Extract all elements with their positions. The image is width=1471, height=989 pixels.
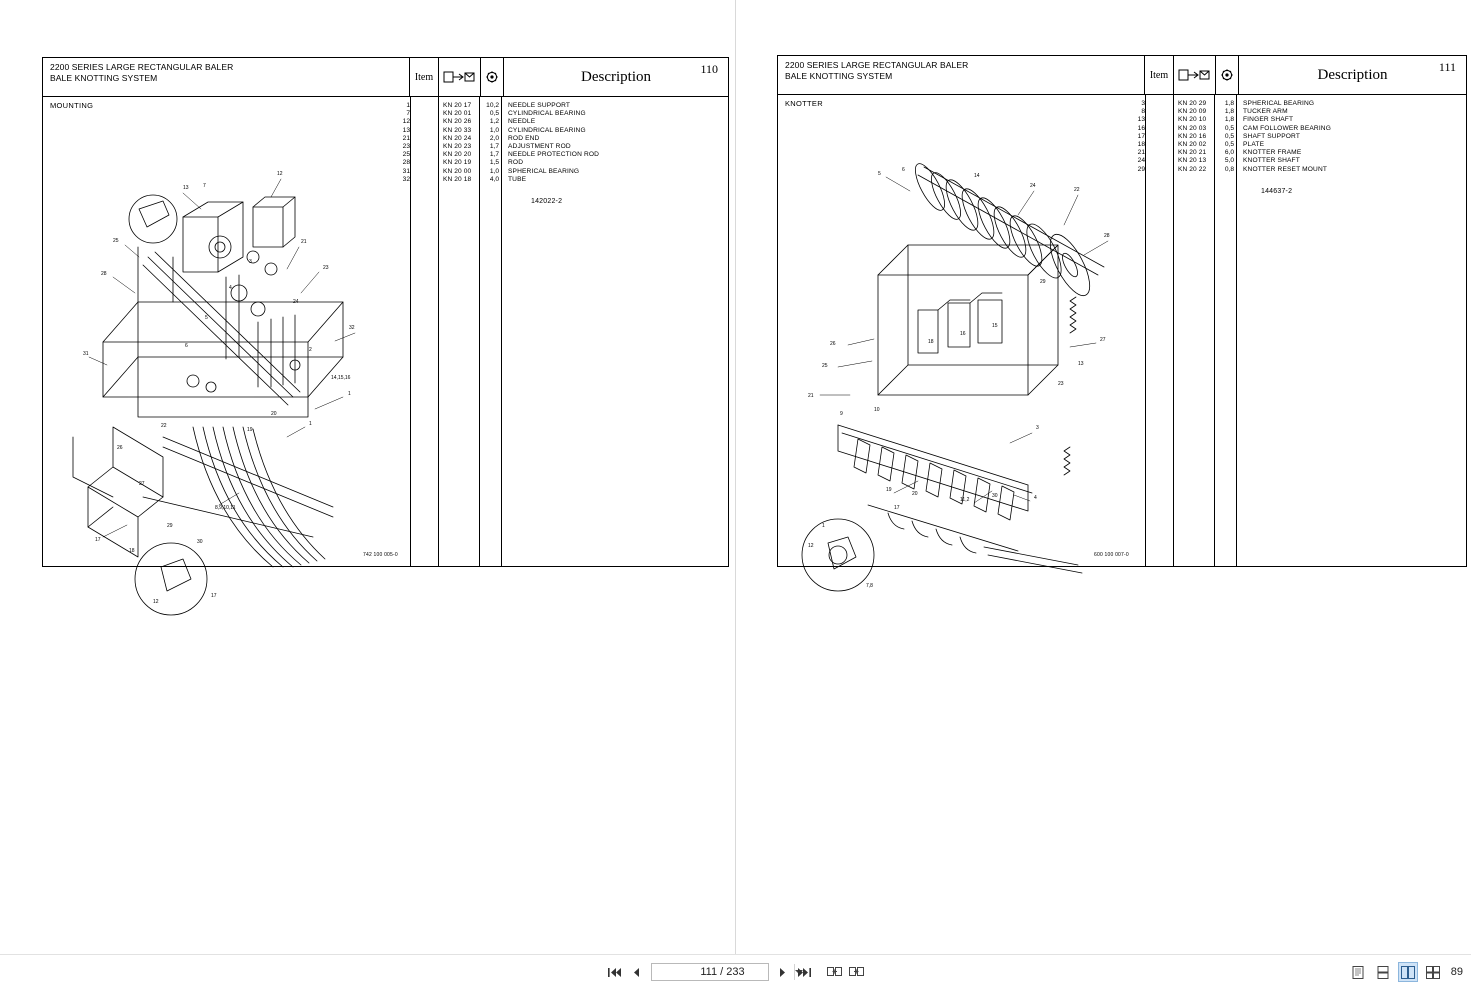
- column-header-item: Item: [1145, 56, 1174, 94]
- svg-text:3: 3: [249, 259, 252, 265]
- cell-code: KN 20 19: [443, 159, 472, 167]
- svg-text:7: 7: [203, 183, 206, 189]
- svg-text:25: 25: [822, 363, 828, 369]
- column-header-item: Item: [410, 58, 439, 96]
- cell-desc: SPHERICAL BEARING: [508, 167, 580, 175]
- pagination-controls: [607, 963, 865, 981]
- svg-text:20: 20: [271, 411, 277, 417]
- svg-text:17: 17: [95, 537, 101, 543]
- svg-text:10: 10: [874, 407, 880, 413]
- cell-qty: 10,2: [486, 102, 499, 109]
- table-row: [778, 141, 1466, 149]
- catalog-header: [43, 58, 728, 97]
- cell-code: KN 20 01: [443, 110, 472, 118]
- table-row: [43, 176, 728, 184]
- table-row: [43, 168, 728, 176]
- svg-text:19: 19: [886, 487, 892, 493]
- cell-item: 7: [406, 110, 410, 118]
- cell-desc: TUBE: [508, 175, 527, 183]
- svg-text:15: 15: [992, 323, 998, 329]
- cell-qty: 0,5: [489, 110, 499, 118]
- cell-desc: NEEDLE PROTECTION ROD: [508, 151, 600, 159]
- cell-qty: 5,0: [1224, 157, 1234, 165]
- cell-desc: KNOTTER RESET MOUNT: [1243, 165, 1328, 173]
- table-row: [778, 100, 1466, 108]
- svg-text:23: 23: [323, 265, 329, 271]
- cell-item: 13: [1137, 116, 1145, 124]
- page-sheet-110: [0, 0, 736, 955]
- part-number-icon: [439, 58, 481, 96]
- cell-desc: PLATE: [1243, 140, 1265, 148]
- table-row: [43, 110, 728, 118]
- table-row: [778, 166, 1466, 174]
- first-page-button[interactable]: [607, 963, 623, 981]
- cell-qty: 0,8: [1224, 165, 1234, 173]
- svg-text:22: 22: [1074, 187, 1080, 193]
- catalog-header: [778, 56, 1466, 95]
- drawing-corner-code: 742 100 005-0: [363, 552, 398, 558]
- cell-desc: SPHERICAL BEARING: [1243, 100, 1315, 107]
- cell-qty: 4,0: [489, 175, 499, 183]
- svg-text:29: 29: [167, 523, 173, 529]
- cell-code: KN 20 10: [1178, 116, 1207, 124]
- catalog-body: [43, 97, 728, 605]
- continuous-scroll-button[interactable]: [1373, 962, 1393, 982]
- svg-text:6: 6: [902, 167, 905, 173]
- svg-text:18: 18: [928, 339, 934, 345]
- svg-text:17: 17: [894, 505, 900, 511]
- page-sheet-111: [736, 0, 1471, 955]
- cell-desc: ROD: [508, 159, 524, 167]
- cell-desc: ROD END: [508, 134, 540, 142]
- cell-desc: CYLINDRICAL BEARING: [508, 110, 586, 118]
- catalog-title-block: [778, 56, 1145, 94]
- cell-desc: ADJUSTMENT ROD: [508, 142, 571, 150]
- cell-qty: 1,7: [489, 142, 499, 150]
- cell-item: 24: [1137, 157, 1145, 165]
- section-label: MOUNTING: [50, 101, 94, 110]
- svg-text:20: 20: [912, 491, 918, 497]
- svg-text:12: 12: [808, 543, 814, 549]
- cell-desc: NEEDLE: [508, 118, 536, 126]
- cell-qty: 0,5: [1224, 140, 1234, 148]
- cell-code: KN 20 23: [443, 142, 472, 150]
- cell-code: KN 20 26: [443, 118, 472, 126]
- two-page-view-button[interactable]: [1398, 962, 1418, 982]
- view-mode-controls: [1348, 962, 1463, 982]
- svg-text:30: 30: [197, 539, 203, 545]
- svg-text:1: 1: [309, 421, 312, 427]
- svg-text:17: 17: [211, 593, 217, 599]
- svg-text:11,2: 11,2: [960, 497, 970, 503]
- cell-code: KN 20 21: [1178, 149, 1207, 157]
- cell-code: KN 20 03: [1178, 124, 1207, 132]
- svg-text:26: 26: [117, 445, 123, 451]
- svg-text:27: 27: [1100, 337, 1106, 343]
- next-view-button[interactable]: [849, 963, 865, 981]
- drawing-number: 142022-2: [531, 198, 563, 205]
- part-number-icon: [1174, 56, 1216, 94]
- drawing-number: 144637-2: [1261, 188, 1293, 195]
- cell-desc: TUCKER ARM: [1243, 108, 1288, 116]
- svg-text:13: 13: [183, 185, 189, 191]
- cell-code: KN 20 00: [443, 167, 472, 175]
- svg-text:12: 12: [153, 599, 159, 605]
- cell-desc: KNOTTER FRAME: [1243, 149, 1302, 157]
- svg-text:23: 23: [1058, 381, 1064, 387]
- cell-item: 32: [402, 175, 410, 183]
- cell-qty: 1,0: [489, 126, 499, 134]
- cell-code: KN 20 16: [1178, 132, 1207, 140]
- previous-page-button[interactable]: [629, 963, 645, 981]
- parts-catalog-frame: [777, 55, 1467, 589]
- svg-text:2: 2: [309, 347, 312, 353]
- cell-qty: 1,2: [489, 118, 499, 126]
- viewer-toolbar: [0, 954, 1471, 989]
- cell-desc: CYLINDRICAL BEARING: [508, 126, 586, 134]
- svg-text:4: 4: [229, 285, 232, 291]
- table-row: [43, 127, 728, 135]
- cell-item: 8: [1141, 108, 1145, 116]
- cell-item: 13: [402, 126, 410, 134]
- cell-item: 1: [406, 102, 410, 109]
- svg-text:31: 31: [83, 351, 89, 357]
- cell-qty: 6,0: [1224, 149, 1234, 157]
- table-row: [43, 151, 728, 159]
- cell-qty: 0,5: [1224, 124, 1234, 132]
- cell-qty: 1,8: [1224, 116, 1234, 124]
- svg-text:24: 24: [1030, 183, 1036, 189]
- drawing-corner-code: 600 100 007-0: [1094, 552, 1129, 558]
- cell-code: KN 20 20: [443, 151, 472, 159]
- cell-code: KN 20 24: [443, 134, 472, 142]
- table-row: [778, 133, 1466, 141]
- svg-text:24: 24: [293, 299, 299, 305]
- cell-desc: FINGER SHAFT: [1243, 116, 1294, 124]
- catalog-page-number: 110: [700, 62, 718, 76]
- description-label: Description: [581, 68, 651, 85]
- table-row: [778, 116, 1466, 124]
- cell-qty: 1,5: [489, 159, 499, 167]
- catalog-title-line2: BALE KNOTTING SYSTEM: [50, 73, 158, 83]
- svg-text:29: 29: [1040, 279, 1046, 285]
- cell-code: KN 20 29: [1178, 100, 1207, 107]
- cell-item: 23: [402, 142, 410, 150]
- zoom-level-label: 89: [1450, 966, 1463, 978]
- cell-qty: 2,0: [489, 134, 499, 142]
- cell-code: KN 20 02: [1178, 140, 1207, 148]
- column-header-description: [1239, 56, 1466, 94]
- parts-table: [43, 102, 728, 184]
- cell-item: 21: [402, 134, 410, 142]
- svg-text:13: 13: [1078, 361, 1084, 367]
- svg-text:3: 3: [1036, 425, 1039, 431]
- cell-item: 16: [1137, 124, 1145, 132]
- catalog-page-number: 111: [1438, 60, 1456, 74]
- svg-text:9: 9: [840, 411, 843, 417]
- next-page-button[interactable]: [775, 963, 791, 981]
- cell-code: KN 20 33: [443, 126, 472, 134]
- svg-text:14: 14: [974, 173, 980, 179]
- cell-qty: 1,8: [1224, 108, 1234, 116]
- catalog-body: [778, 95, 1466, 589]
- svg-text:21: 21: [808, 393, 814, 399]
- svg-text:1: 1: [822, 523, 825, 529]
- table-row: [43, 135, 728, 143]
- cell-qty: 1,7: [489, 151, 499, 159]
- column-header-description: [504, 58, 728, 96]
- cell-code: KN 20 22: [1178, 165, 1207, 173]
- page-number-box[interactable]: [651, 963, 769, 981]
- svg-text:5: 5: [205, 315, 208, 321]
- svg-text:7,8: 7,8: [866, 583, 873, 589]
- previous-view-button[interactable]: [827, 963, 843, 981]
- table-row: [778, 149, 1466, 157]
- page-number-input[interactable]: [652, 964, 794, 980]
- last-page-button[interactable]: [797, 963, 813, 981]
- catalog-title-line1: 2200 SERIES LARGE RECTANGULAR BALER: [785, 60, 969, 70]
- cell-qty: 1,8: [1224, 100, 1234, 107]
- svg-text:28: 28: [1104, 233, 1110, 239]
- cell-code: KN 20 18: [443, 175, 472, 183]
- catalog-title-line1: 2200 SERIES LARGE RECTANGULAR BALER: [50, 62, 234, 72]
- table-row: [778, 108, 1466, 116]
- quantity-icon: [1216, 56, 1239, 94]
- svg-text:16: 16: [960, 331, 966, 337]
- cell-code: KN 20 09: [1178, 108, 1207, 116]
- svg-text:1: 1: [348, 391, 351, 397]
- svg-text:32: 32: [349, 325, 355, 331]
- svg-text:22: 22: [161, 423, 167, 429]
- parts-catalog-frame: [42, 57, 729, 605]
- cell-item: 17: [1137, 132, 1145, 140]
- svg-text:12: 12: [277, 171, 283, 177]
- cell-desc: NEEDLE SUPPORT: [508, 102, 571, 109]
- svg-text:5: 5: [878, 171, 881, 177]
- parts-table: [778, 100, 1466, 174]
- table-row: [778, 157, 1466, 165]
- cell-item: 18: [1137, 140, 1145, 148]
- svg-text:28: 28: [101, 271, 107, 277]
- cell-item: 31: [402, 167, 410, 175]
- svg-text:19: 19: [247, 427, 253, 433]
- cell-code: KN 20 17: [443, 102, 472, 109]
- cell-desc: SHAFT SUPPORT: [1243, 132, 1301, 140]
- table-row: [778, 125, 1466, 133]
- svg-text:6: 6: [185, 343, 188, 349]
- svg-text:21: 21: [301, 239, 307, 245]
- svg-text:25: 25: [113, 238, 119, 244]
- cell-item: 21: [1137, 149, 1145, 157]
- svg-text:18: 18: [129, 548, 135, 554]
- svg-text:27: 27: [139, 481, 145, 487]
- cell-item: 3: [1141, 100, 1145, 107]
- cell-desc: CAM FOLLOWER BEARING: [1243, 124, 1331, 132]
- section-label: KNOTTER: [785, 99, 823, 108]
- cell-item: 28: [402, 159, 410, 167]
- table-row: [43, 159, 728, 167]
- cell-code: KN 20 13: [1178, 157, 1207, 165]
- cell-item: 12: [402, 118, 410, 126]
- catalog-title-line2: BALE KNOTTING SYSTEM: [785, 71, 893, 81]
- cell-qty: 0,5: [1224, 132, 1234, 140]
- table-row: [43, 102, 728, 110]
- quantity-icon: [481, 58, 504, 96]
- cell-item: 29: [1137, 165, 1145, 173]
- svg-text:30: 30: [992, 493, 998, 499]
- svg-text:14,15,16: 14,15,16: [331, 375, 351, 381]
- catalog-title-block: [43, 58, 410, 96]
- svg-text:4: 4: [1034, 495, 1037, 501]
- description-label: Description: [1317, 66, 1388, 83]
- two-page-scroll-button[interactable]: [1423, 962, 1443, 982]
- svg-text:8,9,10,11: 8,9,10,11: [215, 505, 236, 511]
- cell-qty: 1,0: [489, 167, 499, 175]
- cell-desc: KNOTTER SHAFT: [1243, 157, 1300, 165]
- table-row: [43, 143, 728, 151]
- cell-item: 25: [402, 151, 410, 159]
- svg-text:26: 26: [830, 341, 836, 347]
- table-row: [43, 118, 728, 126]
- single-page-view-button[interactable]: [1348, 962, 1368, 982]
